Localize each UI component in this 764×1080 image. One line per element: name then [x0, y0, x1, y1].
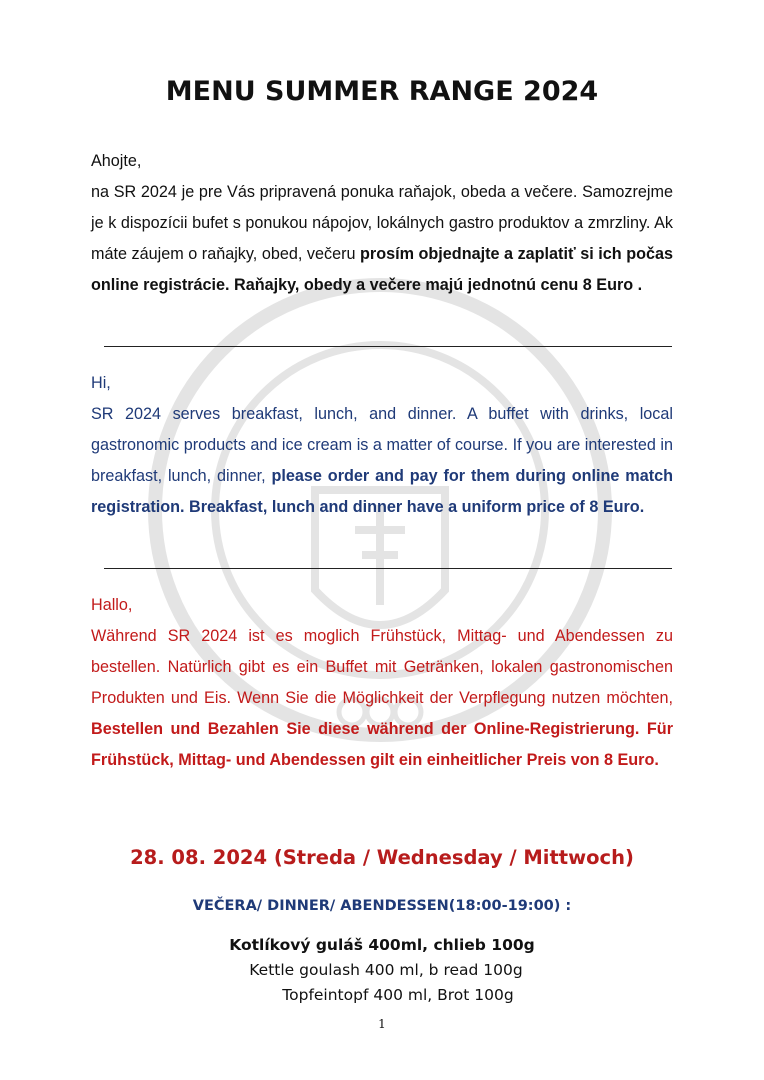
slovak-greeting: Ahojte, — [91, 152, 142, 170]
slovak-section — [91, 146, 673, 301]
date-heading: 28. 08. 2024 (Streda / Wednesday / Mittwoch) — [130, 846, 634, 869]
german-text: Während SR 2024 ist es moglich Frühstück, Mittag- und Abendessen zu bestellen. Natürlich gibt es ein Buffet mit Getränken, lokalen gastronomischen Produkten und Eis. Wenn Sie die Möglichkeit der Verpflegung nutzen möchten, — [91, 627, 673, 707]
english-paragraph — [91, 399, 673, 523]
page-title: MENU SUMMER RANGE 2024 — [165, 76, 599, 107]
section-divider — [104, 346, 672, 347]
english-text: SR 2024 serves breakfast, lunch, and dinner. A buffet with drinks, local gastronomic products and ice cream is a matter of course. If you are interested in breakfast, lunch, dinner, — [91, 405, 673, 485]
english-bold-text: please order and pay for them during online match registration. Breakfast, lunch and dinner have a uniform price of 8 Euro. — [91, 467, 673, 516]
page-number: 1 — [378, 1017, 386, 1031]
german-greeting: Hallo, — [91, 596, 133, 614]
dish-english: Kettle goulash 400 ml, b read 100g — [249, 961, 523, 979]
dish-german: Topfeintopf 400 ml, Brot 100g — [282, 986, 514, 1004]
german-paragraph — [91, 621, 673, 776]
english-section — [91, 368, 673, 523]
section-divider — [104, 568, 672, 569]
slovak-text: na SR 2024 je pre Vás pripravená ponuka raňajok, obeda a večere. Samozrejme je k dispozícii bufet s ponukou nápojov, lokálnych gastro produktov a zmrzliny. Ak máte záujem o raňajky, obed, večeru — [91, 183, 673, 263]
meal-heading: VEČERA/ DINNER/ ABENDESSEN(18:00-19:00) : — [192, 898, 572, 914]
slovak-paragraph — [91, 177, 673, 301]
german-section — [91, 590, 673, 776]
dish-slovak: Kotlíkový guláš 400ml, chlieb 100g — [229, 936, 535, 954]
slovak-bold-text: prosím objednajte a zaplatiť si ich počas online registrácie. Raňajky, obedy a večere majú jednotnú cenu 8 Euro . — [91, 245, 673, 294]
english-greeting: Hi, — [91, 374, 111, 392]
german-bold-text: Bestellen und Bezahlen Sie diese während der Online-Registrierung. Für Frühstück, Mittag- und Abendessen gilt ein einheitlicher Preis von 8 Euro. — [91, 720, 673, 769]
